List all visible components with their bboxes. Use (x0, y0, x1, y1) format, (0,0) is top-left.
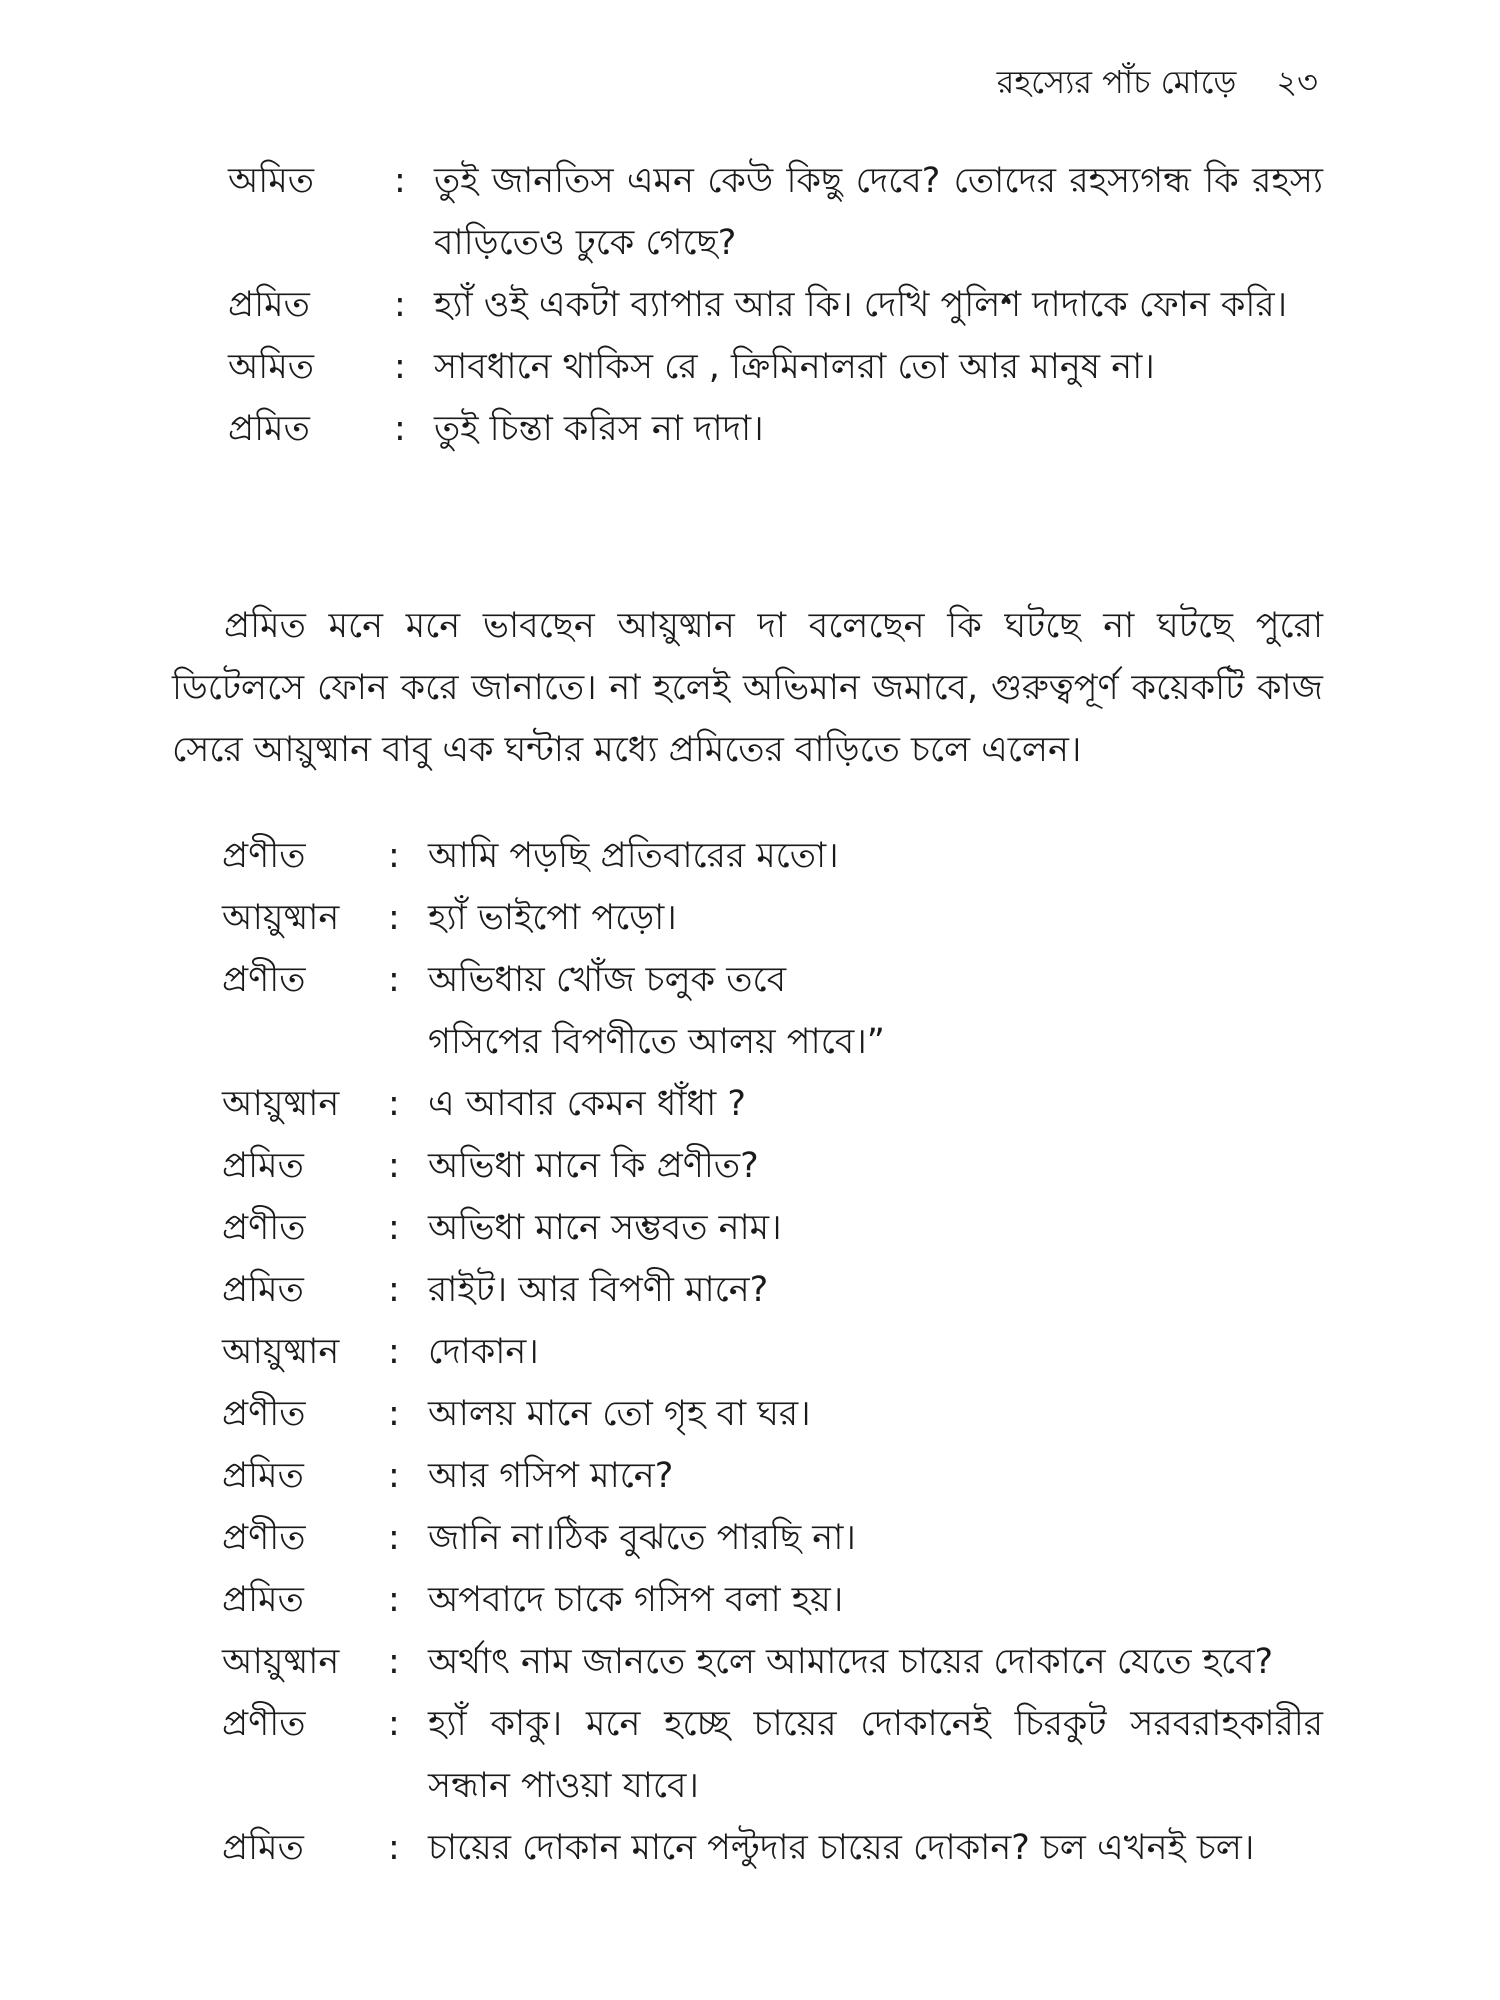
dialogue-line: অভিধা মানে সম্ভবত নাম। (428, 1208, 782, 1248)
dialogue-block-2 (222, 825, 1323, 1879)
dialogue-speaker: প্রণীত (222, 1394, 306, 1434)
dialogue-speaker: প্রমিত (222, 1146, 304, 1186)
dialogue-block-1 (228, 150, 1323, 460)
dialogue-speaker: আয়ুষ্মান (222, 1084, 340, 1124)
dialogue-colon: : (388, 1828, 400, 1868)
dialogue-colon: : (388, 1394, 400, 1434)
dialogue-speaker: প্রমিত (222, 1456, 304, 1496)
dialogue-speaker: প্রমিত (228, 285, 310, 325)
dialogue-speaker: অমিত (228, 161, 315, 201)
running-head (997, 62, 1318, 102)
dialogue-colon: : (388, 1208, 400, 1248)
dialogue-speaker: প্রমিত (228, 409, 310, 449)
dialogue-line: আর গসিপ মানে? (428, 1456, 674, 1496)
dialogue-colon: : (394, 161, 406, 201)
dialogue-colon: : (388, 1270, 400, 1310)
dialogue-speaker: প্রণীত (222, 1518, 306, 1558)
dialogue-line: হ্যাঁ ওই একটা ব্যাপার আর কি। দেখি পুলিশ দাদাকে ফোন করি। (434, 285, 1288, 325)
dialogue-colon: : (388, 960, 400, 1000)
dialogue-speaker: আয়ুষ্মান (222, 1332, 340, 1372)
dialogue-speaker: প্রণীত (222, 836, 306, 876)
dialogue-line: হ্যাঁ কাকু। মনে হচ্ছে চায়ের দোকানেই চিরকুট সরবরাহকারীর সন্ধান পাওয়া যাবে। (428, 1704, 1323, 1806)
dialogue-colon: : (388, 1518, 400, 1558)
dialogue-line: আলয় মানে তো গৃহ বা ঘর। (428, 1394, 811, 1434)
narrative-paragraph: প্রমিত মনে মনে ভাবছেন আয়ুষ্মান দা বলেছেন কি ঘটছে না ঘটছে পুরো ডিটেলসে ফোন করে জানাতে। না হলেই অভিমান জমাবে, গুরুত্বপূর্ণ কয়েকটি কাজ সেরে আয়ুষ্মান বাবু এক ঘন্টার মধ্যে প্রমিতের বাড়িতে চলে এলেন। (172, 606, 1323, 770)
dialogue-line: তুই জানতিস এমন কেউ কিছু দেবে? তোদের রহস্যগন্ধ কি রহস্য বাড়িতেও ঢুকে গেছে? (434, 161, 1323, 263)
dialogue-line: রাইট। আর বিপণী মানে? (428, 1270, 769, 1310)
dialogue-speaker: প্রমিত (222, 1580, 304, 1620)
dialogue-speaker: প্রণীত (222, 960, 306, 1000)
dialogue-line: দোকান। (428, 1332, 539, 1372)
dialogue-line: অভিধা মানে কি প্রণীত? (428, 1146, 759, 1186)
dialogue-colon: : (394, 409, 406, 449)
dialogue-line: জানি না।ঠিক বুঝতে পারছি না। (428, 1518, 856, 1558)
dialogue-line: আমি পড়ছি প্রতিবারের মতো। (428, 836, 839, 876)
dialogue-speaker: প্রমিত (222, 1270, 304, 1310)
dialogue-line: তুই চিন্তা করিস না দাদা। (434, 409, 764, 449)
dialogue-line: এ আবার কেমন ধাঁধা ? (428, 1084, 746, 1124)
dialogue-colon: : (388, 1146, 400, 1186)
dialogue-line: অভিধায় খোঁজ চলুক তবে গসিপের বিপণীতে আলয় পাবে।” (428, 960, 885, 1062)
dialogue-speaker: প্রমিত (222, 1828, 304, 1868)
dialogue-line: হ্যাঁ ভাইপো পড়ো। (428, 898, 677, 938)
dialogue-speaker: প্রণীত (222, 1208, 306, 1248)
dialogue-speaker: অমিত (228, 347, 315, 387)
dialogue-colon: : (388, 898, 400, 938)
dialogue-speaker: প্রণীত (222, 1704, 306, 1744)
dialogue-colon: : (388, 1580, 400, 1620)
dialogue-colon: : (388, 1084, 400, 1124)
dialogue-speaker: আয়ুষ্মান (222, 1642, 340, 1682)
dialogue-line: সাবধানে থাকিস রে , ক্রিমিনালরা তো আর মানুষ না। (434, 347, 1155, 387)
dialogue-colon: : (394, 347, 406, 387)
dialogue-colon: : (388, 1332, 400, 1372)
dialogue-speaker: আয়ুষ্মান (222, 898, 340, 938)
page-number: ২৩ (1276, 63, 1318, 101)
dialogue-line: অপবাদে চাকে গসিপ বলা হয়। (428, 1580, 844, 1620)
dialogue-line: অর্থাৎ নাম জানতে হলে আমাদের চায়ের দোকানে যেতে হবে? (428, 1642, 1274, 1682)
dialogue-colon: : (394, 285, 406, 325)
dialogue-colon: : (388, 1704, 400, 1744)
dialogue-colon: : (388, 836, 400, 876)
dialogue-colon: : (388, 1456, 400, 1496)
running-head-title: রহস্যের পাঁচ মোড়ে (996, 63, 1237, 101)
dialogue-line: চায়ের দোকান মানে পল্টুদার চায়ের দোকান? চল এখনই চল। (428, 1828, 1255, 1868)
dialogue-colon: : (388, 1642, 400, 1682)
